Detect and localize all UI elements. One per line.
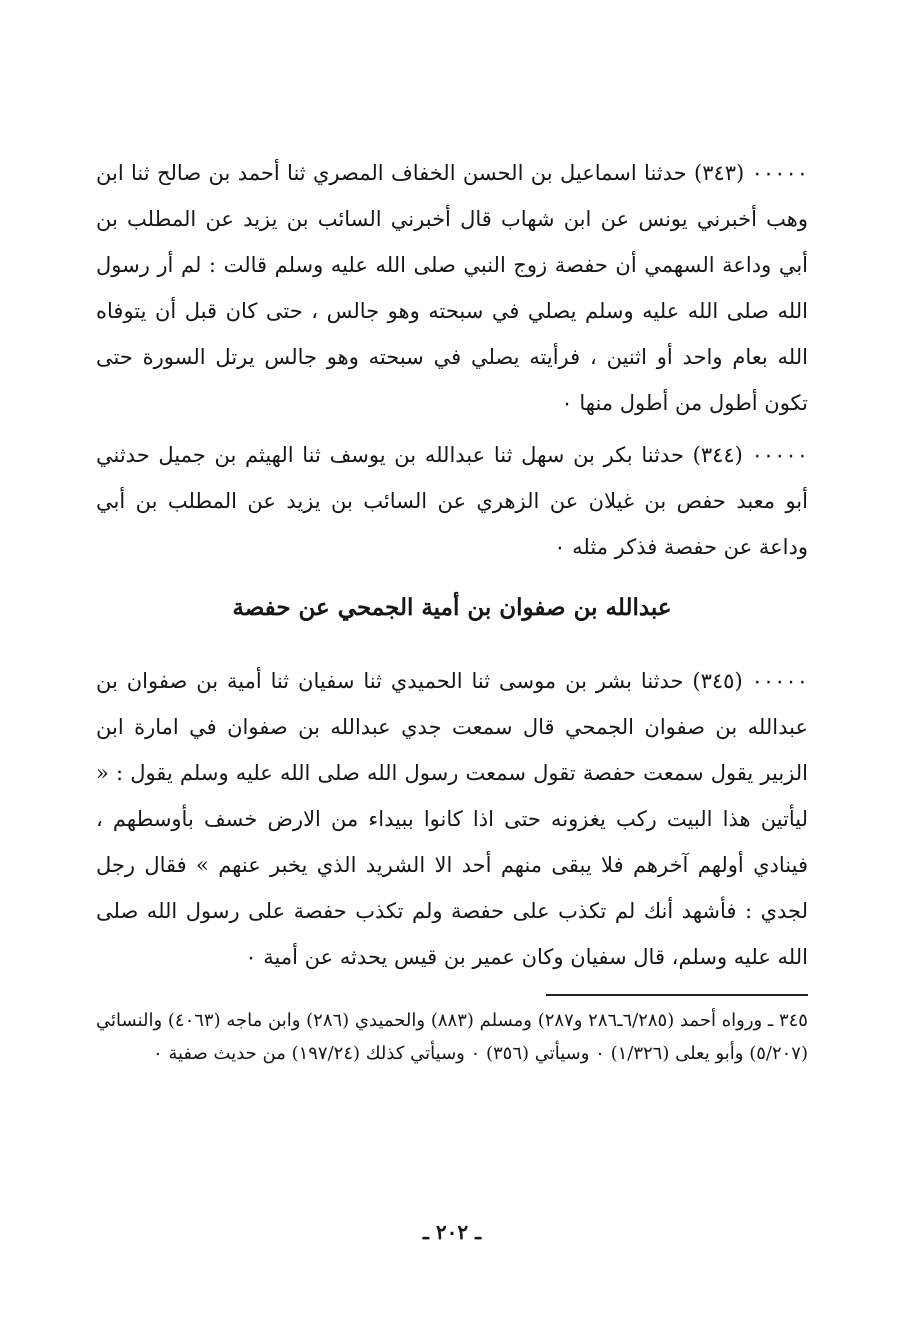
hadith-entry-343 [96,150,808,426]
footnote-text: ٣٤٥ ـ ورواه أحمد (٦/٢٨٥ـ٢٨٦ و٢٨٧) ومسلم (٨٨٣) والحميدي (٢٨٦) وابن ماجه (٤٠٦٣) والنسائي (٥/٢٠٧) وأبو يعلى (١/٣٢٦) ٠ وسيأتي (٣٥٦) ٠ وسيأتي كذلك (١٩٧/٢٤) من حديث صفية ٠ [96,1010,808,1064]
footnote [96,1004,808,1070]
hadith-text: ٠٠٠٠٠ (٣٤٤) حدثنا بكر بن سهل ثنا عبدالله بن يوسف ثنا الهيثم بن جميل حدثني أبو معبد حفص بن غيلان عن الزهري عن السائب بن يزيد عن المطلب بن أبي وداعة عن حفصة فذكر مثله ٠ [96,443,808,559]
page-number: ـ ٢٠٢ ـ [423,1220,481,1244]
hadith-entry-345 [96,658,808,980]
section-heading: عبدالله بن صفوان بن أمية الجمحي عن حفصة [232,594,672,621]
footnote-divider [546,994,808,996]
hadith-text: ٠٠٠٠٠ (٣٤٣) حدثنا اسماعيل بن الحسن الخفاف المصري ثنا أحمد بن صالح ثنا ابن وهب أخبرني يونس عن ابن شهاب قال أخبرني السائب بن يزيد عن المطلب بن أبي وداعة السهمي أن حفصة زوج النبي صلى الله عليه وسلم قالت : لم أر رسول الله صلى الله عليه وسلم يصلي في سبحته وهو جالس ، حتى كان قبل أن يتوفاه الله بعام واحد أو اثنين ، فرأيته يصلي في سبحته وهو جالس يرتل السورة حتى تكون أطول من أطول منها ٠ [96,161,809,415]
hadith-entry-344 [96,432,808,570]
hadith-text: ٠٠٠٠٠ (٣٤٥) حدثنا بشر بن موسى ثنا الحميدي ثنا سفيان ثنا أمية بن صفوان بن عبدالله بن صفوان الجمحي قال سمعت جدي عبدالله بن صفوان في امارة ابن الزبير يقول سمعت حفصة تقول سمعت رسول الله صلى الله عليه وسلم يقول : « ليأتين هذا البيت ركب يغزونه حتى اذا كانوا ببيداء من الارض خسف بأوسطهم ، فينادي أولهم آخرهم فلا يبقى منهم أحد الا الشريد الذي يخبر عنهم » فقال رجل لجدي : فأشهد أنك لم تكذب على حفصة ولم تكذب حفصة على رسول الله صلى الله عليه وسلم، قال سفيان وكان عمير بن قيس يحدثه عن أمية ٠ [96,669,808,969]
document-page [96,140,808,1310]
